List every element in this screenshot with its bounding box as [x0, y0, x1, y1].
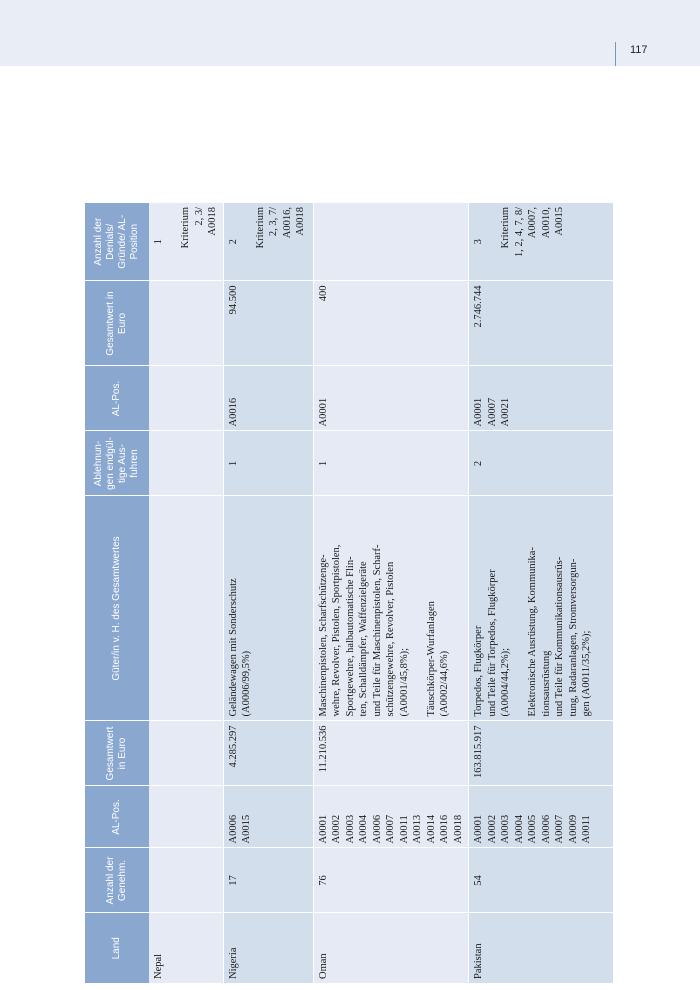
- page-number-divider: [615, 42, 616, 66]
- kriterium-block: [254, 207, 308, 277]
- cell-land: Nepal: [149, 913, 223, 983]
- cell-al-pos-line: A0004: [358, 814, 369, 844]
- kriterium-line: A0010,: [540, 207, 552, 239]
- kriterium-line: A0007,: [527, 207, 538, 239]
- cell-gueter-line: tionsausrüstung: [540, 650, 552, 717]
- header-al-pos: AL-Pos.: [85, 786, 149, 848]
- header-denials: Anzahl der Denials/ Gründe/ AL-Position: [85, 203, 149, 281]
- kriterium-block: [499, 207, 567, 277]
- cell-al-pos-line: A0001: [473, 814, 484, 844]
- header-gueter: Güter/in v. H. des Gesamtwertes: [85, 496, 149, 721]
- header-gesamtwert-2: Gesamtwert in Euro: [85, 281, 149, 366]
- cell-ablehnungen: 1: [313, 431, 469, 496]
- cell-gueter-line: (A0004/44,2%);: [500, 647, 511, 717]
- cell-denials: [223, 203, 313, 281]
- cell-al-pos-line: A0011: [581, 815, 592, 844]
- cell-gueter-line: Sportgewehre, halbautomatische Flin-: [344, 556, 356, 717]
- cell-anzahl: 76: [313, 848, 469, 913]
- cell-ablehnungen: 2: [469, 431, 614, 496]
- kriterium-line: A0018: [295, 207, 306, 236]
- cell-al-pos: [149, 786, 223, 848]
- cell-gueter-line: (A0006/99,5%): [241, 650, 252, 717]
- cell-gesamtwert: 4.285.297: [223, 721, 313, 786]
- table-row: [149, 203, 223, 983]
- cell-gesamtwert: [149, 721, 223, 786]
- denials-count: 2: [227, 239, 239, 245]
- cell-gesamtwert-2: 400: [313, 281, 469, 366]
- cell-gueter-line: und Teile für Torpedos, Flugkörper: [486, 569, 498, 717]
- cell-land: Nigeria: [223, 913, 313, 983]
- kriterium-line: 2, 3, 7/: [268, 207, 279, 237]
- cell-al-pos-2-line: A0001: [317, 397, 329, 427]
- kriterium-line: Kriterium: [500, 207, 511, 249]
- cell-gueter-line: (A0001/45,8%);: [398, 647, 410, 717]
- cell-al-pos-line: A0002: [486, 814, 498, 844]
- cell-anzahl: 54: [469, 848, 614, 913]
- cell-gueter-line: und Teile für Maschinenpistolen, Scharf-: [371, 544, 383, 717]
- header-gesamtwert: Gesamtwert in Euro: [85, 721, 149, 786]
- header-land: Land: [85, 913, 149, 983]
- cell-gueter-line: ten, Schalldämpfer, Waffenzielgeräte: [358, 561, 369, 717]
- cell-al-pos-line: A0018: [452, 814, 464, 844]
- kriterium-line: Kriterium: [180, 207, 191, 249]
- cell-gueter: [149, 496, 223, 721]
- cell-gueter-line: schützengewehre, Revolver, Pistolen: [385, 561, 396, 717]
- cell-al-pos-2-line: A0001: [473, 397, 484, 427]
- cell-al-pos-2: [223, 366, 313, 431]
- kriterium-line: A0018: [207, 207, 218, 236]
- table-row: [223, 203, 313, 983]
- cell-al-pos-2: [149, 366, 223, 431]
- cell-al-pos-line: A0002: [331, 814, 342, 844]
- cell-al-pos-line: A0006: [371, 814, 383, 844]
- cell-gueter-line: Torpedos, Flugkörper: [473, 625, 484, 717]
- cell-al-pos-line: A0009: [567, 814, 579, 844]
- cell-ablehnungen: [149, 431, 223, 496]
- kriterium-line: 2, 3/: [193, 207, 205, 226]
- cell-al-pos-line: A0016: [439, 814, 450, 844]
- cell-al-pos-line: A0005: [527, 814, 538, 844]
- cell-al-pos-2: [469, 366, 614, 431]
- cell-al-pos-line: A0007: [385, 814, 396, 844]
- cell-gueter-line: Geländewagen mit Sonderschutz: [227, 578, 239, 717]
- cell-al-pos: [223, 786, 313, 848]
- cell-gesamtwert: 163.815.917: [469, 721, 614, 786]
- cell-al-pos-line: A0014: [425, 814, 437, 844]
- cell-denials: [149, 203, 223, 281]
- cell-denials: [313, 203, 469, 281]
- table-body: [149, 203, 614, 983]
- cell-gueter: [223, 496, 313, 721]
- cell-anzahl: 17: [223, 848, 313, 913]
- cell-gueter-line: Elektronische Ausrüstung, Kommunika-: [527, 547, 538, 717]
- header-al-pos-2: AL-Pos.: [85, 366, 149, 431]
- cell-al-pos-line: A0004: [513, 814, 525, 844]
- header-anzahl-genehm: Anzahl der Genehm.: [85, 848, 149, 913]
- cell-gesamtwert-2: 2.746.744: [469, 281, 614, 366]
- rotated-table-container: [85, 203, 615, 983]
- cell-gueter-line: (A0002/44,6%): [439, 650, 450, 717]
- cell-al-pos-2-line: A0021: [500, 397, 511, 427]
- cell-al-pos-line: A0003: [344, 814, 356, 844]
- cell-gueter-line: [411, 501, 425, 717]
- cell-al-pos-line: A0006: [540, 814, 552, 844]
- cell-land: Oman: [313, 913, 469, 983]
- cell-anzahl: [149, 848, 223, 913]
- cell-gueter-line: tung, Radaranlagen, Stromversorgun-: [567, 558, 579, 717]
- cell-al-pos-line: A0013: [412, 814, 423, 844]
- cell-al-pos-line: A0003: [500, 814, 511, 844]
- cell-gueter-line: wehre, Revolver, Pistolen, Sportpistolen,: [331, 544, 342, 717]
- cell-gueter-line: Maschinenpistolen, Scharfschützenge-: [317, 554, 329, 717]
- kriterium-line: Kriterium: [254, 207, 266, 249]
- cell-al-pos-line: A0006: [227, 814, 239, 844]
- kriterium-block: [179, 207, 220, 277]
- cell-gueter: [313, 496, 469, 721]
- header-ablehnungen: Ablehnun-gen endgül-tige Aus-fuhren: [85, 431, 149, 496]
- cell-gueter-line: gen (A0011/35,2%);: [581, 630, 592, 717]
- cell-gesamtwert: 11.210.536: [313, 721, 469, 786]
- cell-gueter: [469, 496, 614, 721]
- kriterium-line: A0016,: [281, 207, 293, 239]
- page-number: 117: [630, 44, 648, 56]
- cell-al-pos: [469, 786, 614, 848]
- export-licenses-table: [85, 203, 614, 983]
- header-band: [0, 0, 700, 66]
- table-header-row: [85, 203, 149, 983]
- cell-al-pos-2: [313, 366, 469, 431]
- denials-count: 3: [473, 239, 484, 245]
- cell-al-pos-line: A0001: [317, 814, 329, 844]
- cell-al-pos-2-line: A0016: [227, 397, 239, 427]
- cell-gueter-line: und Teile für Kommunikationsausrüs-: [554, 556, 565, 717]
- table-row: [469, 203, 614, 983]
- kriterium-line: 1, 2, 4, 7, 8/: [513, 207, 525, 258]
- cell-denials: [469, 203, 614, 281]
- cell-land: Pakistan: [469, 913, 614, 983]
- cell-gueter-line: Täuschkörper-Wurfanlagen: [425, 601, 437, 717]
- cell-al-pos-2-line: A0007: [486, 397, 498, 427]
- cell-ablehnungen: 1: [223, 431, 313, 496]
- cell-gesamtwert-2: [149, 281, 223, 366]
- denials-count: 1: [153, 239, 164, 245]
- cell-al-pos-line: A0007: [554, 814, 565, 844]
- cell-al-pos-line: A0011: [398, 815, 410, 844]
- cell-gueter-line: [513, 501, 527, 717]
- kriterium-line: A0015: [554, 207, 565, 236]
- cell-gesamtwert-2: 94.500: [223, 281, 313, 366]
- cell-al-pos-line: A0015: [241, 814, 252, 844]
- table-row: [313, 203, 469, 983]
- cell-al-pos: [313, 786, 469, 848]
